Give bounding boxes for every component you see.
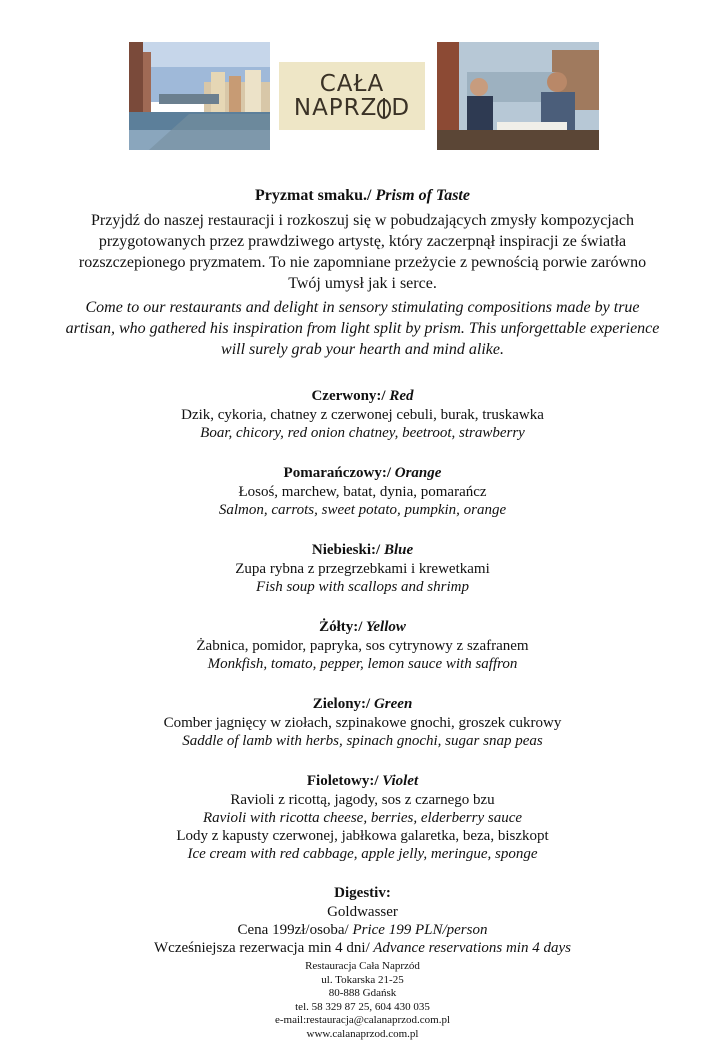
- course-title-en: Orange: [391, 465, 442, 481]
- dish-pl: Zupa rybna z przegrzebkami i krewetkami: [235, 561, 490, 577]
- intro-text-pl: Przyjdź do naszej restauracji i rozkoszuj się w pobudzających zmysły kompozycjach przygotowanych przez prawdziwego artystę, który zaczerpnął inspiracji ze światła rozszczepionego pryzmatem. To nie zapomniane przeżycie z pewnością porwie zarówno Twój umysł jak i serce.: [78, 212, 647, 292]
- contact-footer: [0, 960, 725, 1042]
- intro-text-en: Come to our restaurants and delight in sensory stimulating compositions made by true artisan, who gathered his inspiration from light split by prism. This unforgettable experience will surely grab your hearth and mind alike.: [65, 299, 660, 358]
- logo-line-2-end: D: [391, 95, 411, 121]
- course-blue: [0, 541, 725, 596]
- restaurant-logo: [279, 62, 425, 130]
- course-red: [0, 387, 725, 442]
- dish-pl: Dzik, cykoria, chatney z czerwonej cebuli, burak, truskawka: [181, 407, 544, 423]
- course-title: [0, 618, 725, 637]
- menu-title-en: Prism of Taste: [371, 187, 470, 204]
- phone-number: tel. 58 329 87 25, 604 430 035: [295, 1000, 430, 1013]
- course-title-en: Green: [370, 696, 413, 712]
- bottle-icon: [377, 96, 391, 120]
- dish-pl: Ravioli z ricottą, jagody, sos z czarnego bzu: [230, 792, 495, 808]
- course-title-pl: Czerwony:/: [311, 388, 386, 404]
- digestiv-title: Digestiv:: [334, 885, 391, 901]
- logo-line-2: NAPRZ: [293, 95, 378, 121]
- harbor-photo: [129, 42, 270, 150]
- reservation-line: [0, 939, 725, 957]
- course-title-pl: Niebieski:/: [311, 542, 381, 558]
- course-title-en: Violet: [378, 773, 419, 789]
- course-title: [0, 772, 725, 791]
- course-title-en: Yellow: [362, 619, 406, 635]
- dessert-en: Ice cream with red cabbage, apple jelly, meringue, sponge: [187, 846, 538, 862]
- course-violet: [0, 772, 725, 863]
- course-title-pl: Pomarańczowy:/: [283, 465, 392, 481]
- price-line: [0, 921, 725, 939]
- restaurant-name: Restauracja Cała Naprzód: [305, 960, 420, 972]
- course-title-pl: Zielony:/: [312, 696, 371, 712]
- dish-en: Salmon, carrots, sweet potato, pumpkin, orange: [218, 502, 507, 518]
- course-orange: [0, 464, 725, 519]
- dish-pl: Łosoś, marchew, batat, dynia, pomarańcz: [238, 484, 487, 500]
- menu-content: [0, 184, 725, 1042]
- course-title-pl: Żółty:/: [319, 619, 363, 635]
- street-address: ul. Tokarska 21-25: [321, 973, 404, 986]
- diners-photo: [437, 42, 599, 150]
- dish-en: Monkfish, tomato, pepper, lemon sauce with saffron: [207, 656, 518, 672]
- dish-pl: Comber jagnięcy w ziołach, szpinakowe gnochi, groszek cukrowy: [163, 715, 562, 731]
- course-title-en: Red: [385, 388, 414, 404]
- course-title: [0, 387, 725, 406]
- price-en: Price 199 PLN/person: [348, 922, 488, 938]
- dish-en: Fish soup with scallops and shrimp: [256, 579, 469, 595]
- dish-pl: Żabnica, pomidor, papryka, sos cytrynowy z szafranem: [196, 638, 529, 654]
- dish-en: Ravioli with ricotta cheese, berries, elderberry sauce: [202, 810, 523, 826]
- course-title: [0, 541, 725, 560]
- digestiv-section: [0, 884, 725, 957]
- dessert-pl: Lody z kapusty czerwonej, jabłkowa galaretka, beza, biszkopt: [176, 828, 549, 844]
- email-address: e-mail:restauracja@calanaprzod.com.pl: [274, 1014, 451, 1027]
- menu-title: [0, 184, 725, 208]
- course-title: [0, 695, 725, 714]
- course-yellow: [0, 618, 725, 673]
- reservation-pl: Wcześniejsza rezerwacja min 4 dni/: [154, 940, 370, 956]
- website-address: www.calanaprzod.com.pl: [306, 1027, 419, 1040]
- city-address: 80-888 Gdańsk: [328, 987, 397, 1000]
- dish-en: Saddle of lamb with herbs, spinach gnochi, sugar snap peas: [182, 733, 543, 749]
- reservation-en: Advance reservations min 4 days: [369, 940, 571, 956]
- header-images: [0, 42, 725, 150]
- digestiv-item: Goldwasser: [327, 904, 398, 920]
- dish-en: Boar, chicory, red onion chatney, beetroot, strawberry: [200, 425, 525, 441]
- course-title: [0, 464, 725, 483]
- course-green: [0, 695, 725, 750]
- course-title-en: Blue: [380, 542, 414, 558]
- price-pl: Cena 199zł/osoba/: [237, 922, 349, 938]
- logo-line-1: CAŁA: [319, 71, 385, 97]
- course-title-pl: Fioletowy:/: [306, 773, 379, 789]
- menu-title-pl: Pryzmat smaku./: [255, 187, 372, 204]
